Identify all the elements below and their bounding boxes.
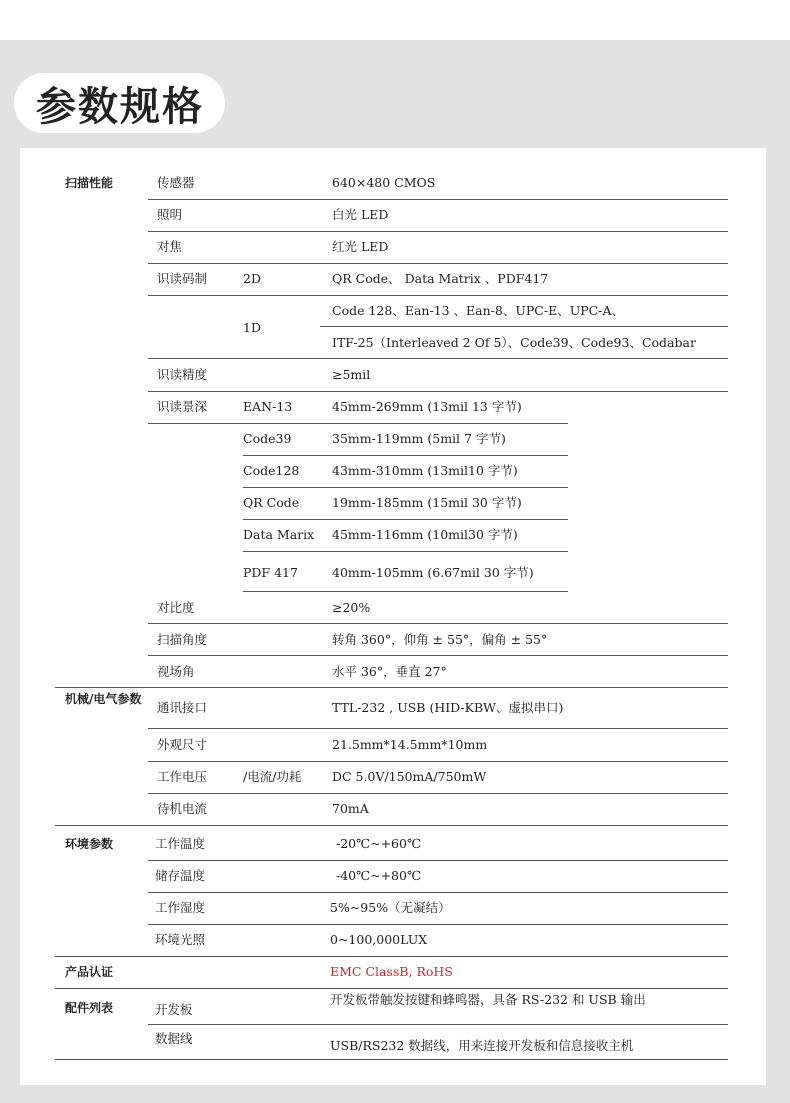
label-cable: 数据线	[155, 1031, 193, 1046]
depth-value: 40mm-105mm (6.67mil 30 字节)	[332, 565, 534, 580]
label-angle: 扫描角度	[157, 632, 208, 647]
value-op-temp: -20℃~+60℃	[336, 836, 421, 851]
label-op-temp: 工作温度	[155, 836, 206, 851]
value-contrast: ≥20%	[332, 600, 371, 615]
codes-2d-value: QR Code、 Data Matrix 、PDF417	[332, 271, 549, 286]
value-certification: EMC ClassB, RoHS	[330, 964, 453, 979]
section-cert: 产品认证	[65, 965, 114, 979]
value-standby: 70mA	[332, 801, 369, 816]
label-codes: 识读码制	[157, 271, 208, 286]
label-interface: 通讯接口	[157, 700, 208, 715]
label-light: 照明	[157, 207, 183, 222]
depth-code: QR Code	[243, 495, 300, 510]
label-humidity: 工作湿度	[155, 900, 206, 915]
label-size: 外观尺寸	[157, 737, 208, 752]
codes-1d-value-a: Code 128、Ean-13 、Ean-8、UPC-E、UPC-A、	[332, 303, 624, 318]
depth-value: 35mm-119mm (5mil 7 字节)	[332, 431, 506, 446]
spec-table	[20, 148, 766, 1085]
section-divider	[55, 687, 728, 688]
label-fov: 视场角	[157, 664, 195, 679]
divider	[243, 551, 568, 552]
label-power: 工作电压	[157, 769, 208, 784]
divider	[148, 295, 728, 296]
section-scan: 扫描性能	[65, 176, 114, 190]
divider	[148, 199, 728, 200]
divider	[148, 892, 728, 893]
label-depth: 识读景深	[157, 399, 208, 414]
value-size: 21.5mm*14.5mm*10mm	[332, 737, 488, 752]
divider	[148, 358, 728, 359]
divider	[148, 263, 728, 264]
label-env-light: 环境光照	[155, 932, 206, 947]
divider	[148, 623, 728, 624]
value-precision: ≥5mil	[332, 367, 371, 382]
label-standby: 待机电流	[157, 801, 208, 816]
divider	[243, 519, 568, 520]
label-precision: 识读精度	[157, 367, 208, 382]
section-env: 环境参数	[65, 837, 114, 851]
value-board: 开发板带触发按键和蜂鸣器，具备 RS-232 和 USB 输出	[330, 992, 646, 1007]
value-fov: 水平 36°，垂直 27°	[332, 664, 447, 679]
divider	[148, 728, 728, 729]
divider	[148, 231, 728, 232]
depth-value: 45mm-116mm (10mil30 字节)	[332, 527, 518, 542]
value-env-light: 0~100,000LUX	[330, 932, 428, 947]
depth-value: 19mm-185mm (15mil 30 字节)	[332, 495, 522, 510]
depth-code: EAN-13	[243, 399, 293, 414]
value-humidity: 5%~95%（无凝结）	[330, 900, 451, 915]
value-sensor: 640×480 CMOS	[332, 175, 436, 190]
label-contrast: 对比度	[157, 600, 195, 615]
value-angle: 转角 360°，仰角 ± 55°，偏角 ± 55°	[332, 632, 548, 647]
value-power: DC 5.0V/150mA/750mW	[332, 769, 487, 784]
label-focus: 对焦	[157, 239, 183, 254]
divider	[320, 326, 728, 327]
title-pill	[14, 73, 225, 133]
depth-value: 43mm-310mm (13mil10 字节)	[332, 463, 518, 478]
label-power-sub: /电流/功耗	[243, 769, 302, 784]
divider	[148, 860, 728, 861]
depth-code: Code128	[243, 463, 300, 478]
divider	[148, 761, 728, 762]
divider	[148, 391, 728, 392]
value-st-temp: -40℃~+80℃	[336, 868, 421, 883]
codes-1d-value-b: ITF-25（Interleaved 2 Of 5）、Code39、Code93、Codabar	[332, 335, 696, 350]
section-divider	[55, 1059, 728, 1060]
divider	[148, 655, 728, 656]
section-parts: 配件列表	[65, 1001, 114, 1015]
codes-2d-key: 2D	[243, 271, 261, 286]
label-sensor: 传感器	[157, 175, 195, 190]
value-focus: 红光 LED	[332, 239, 389, 254]
section-divider	[55, 825, 728, 826]
divider	[243, 591, 568, 592]
divider	[148, 1024, 728, 1025]
value-cable: USB/RS232 数据线，用来连接开发板和信息接收主机	[330, 1038, 634, 1053]
divider	[148, 423, 568, 424]
label-st-temp: 储存温度	[155, 868, 206, 883]
depth-code: Code39	[243, 431, 292, 446]
divider	[148, 793, 728, 794]
section-divider	[55, 988, 728, 989]
label-board: 开发板	[155, 1002, 193, 1017]
value-interface: TTL-232 , USB (HID-KBW、虚拟串口)	[332, 700, 564, 715]
page-title: 参数规格	[36, 83, 204, 130]
section-mech: 机械/电气参数	[65, 692, 142, 706]
divider	[243, 455, 568, 456]
divider	[148, 924, 728, 925]
divider	[243, 487, 568, 488]
value-light: 白光 LED	[332, 207, 389, 222]
section-divider	[55, 956, 728, 957]
depth-code: PDF 417	[243, 565, 298, 580]
depth-code: Data Marix	[243, 527, 315, 542]
depth-value: 45mm-269mm (13mil 13 字节)	[332, 399, 522, 414]
codes-1d-key: 1D	[243, 320, 261, 335]
